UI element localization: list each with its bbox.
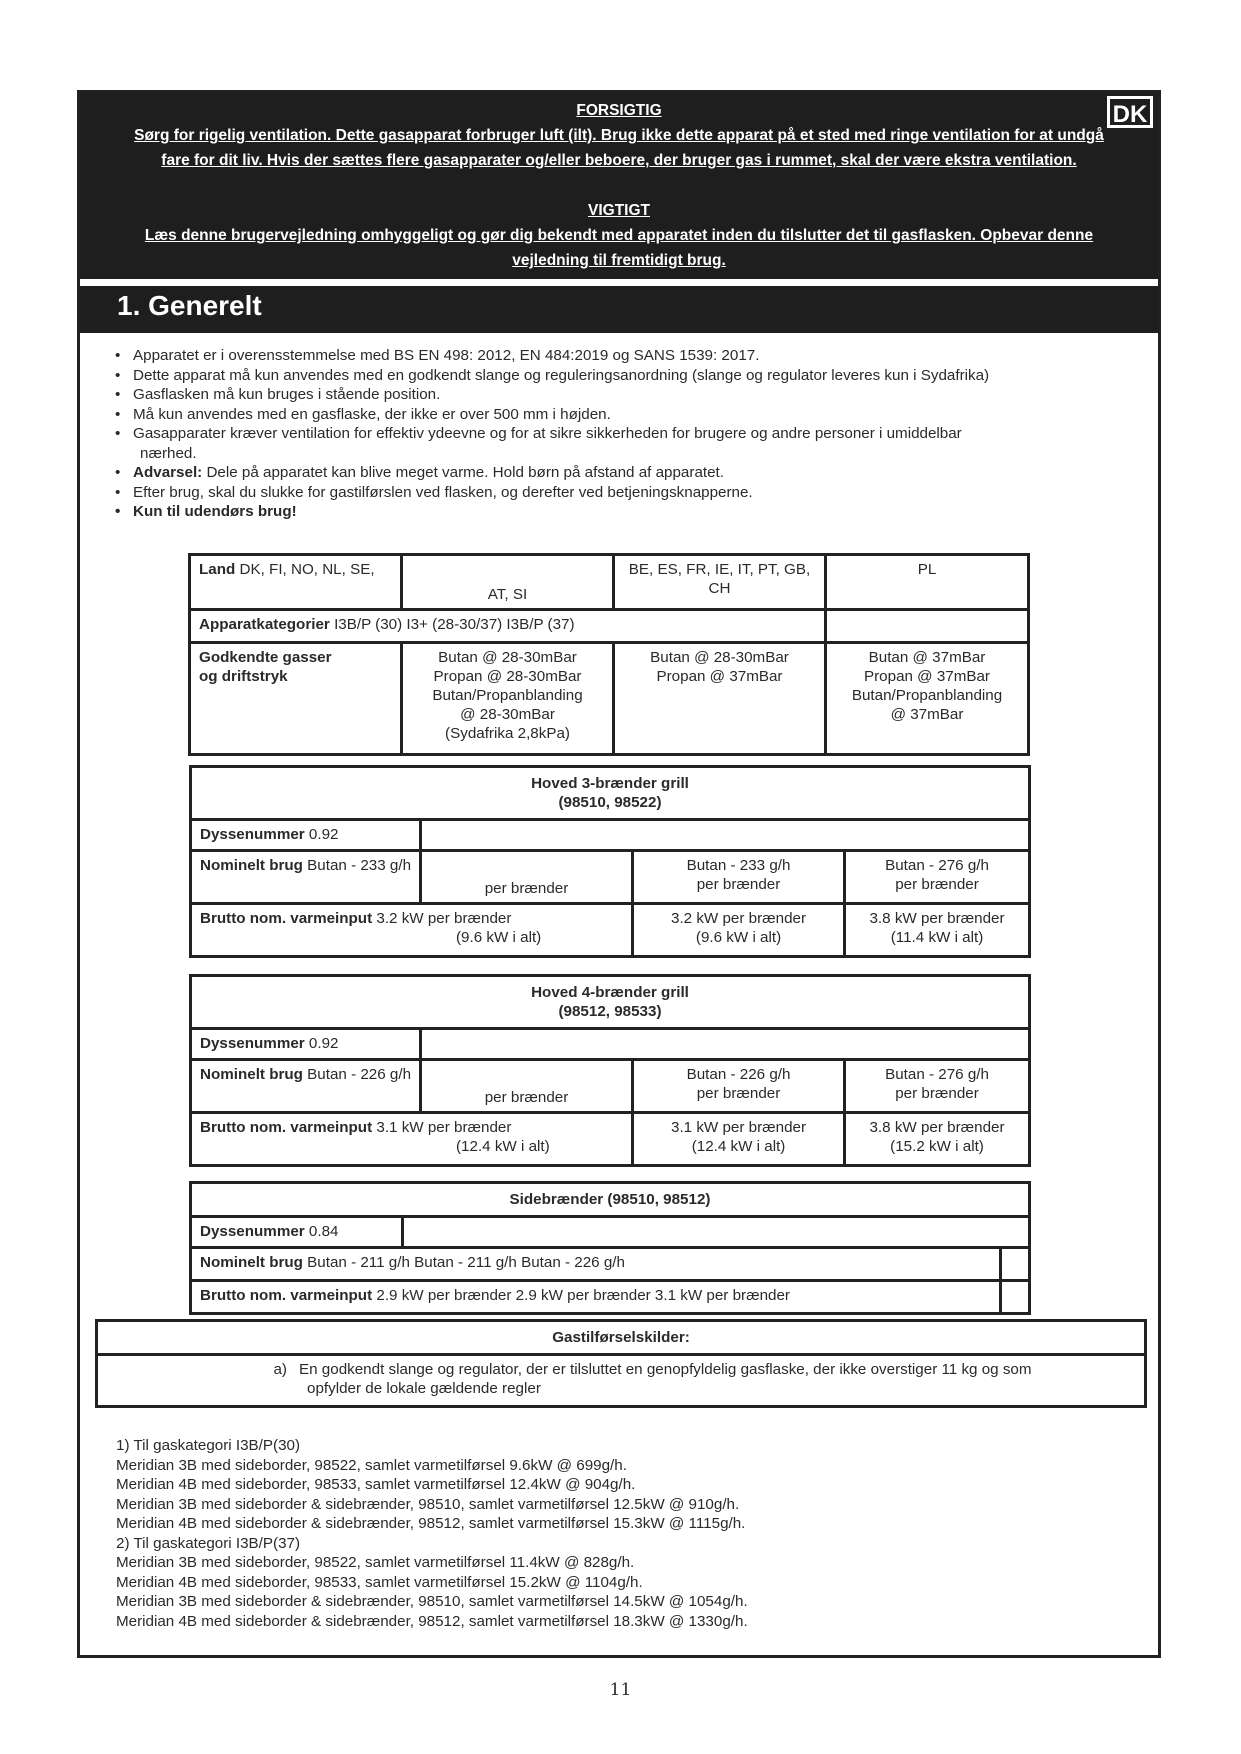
land-value: DK, FI, NO, NL, SE,	[239, 561, 375, 578]
nominal-label: Nominelt brug	[200, 1066, 303, 1083]
gas-line: Butan/Propanblanding	[851, 687, 1003, 704]
nominal-col-3	[845, 1060, 1030, 1113]
heat-col-2	[633, 904, 845, 957]
side-burner-title: Sidebrænder (98510, 98512)	[509, 1191, 711, 1208]
heat-cell	[191, 1281, 1001, 1314]
heat-label: Brutto nom. varmeinput	[200, 1119, 373, 1136]
heat-total: (12.4 kW i alt)	[456, 1138, 550, 1155]
gas-line: Butan @ 28-30mBar	[438, 649, 577, 666]
nozzle-empty-cell	[403, 1217, 1030, 1248]
gas-category-notes	[116, 1436, 748, 1631]
heat-line: (12.4 kW i alt)	[691, 1138, 786, 1155]
nozzle-empty-cell	[421, 1029, 1030, 1060]
section-title-bar	[80, 286, 1158, 333]
nominal-col-2	[633, 1060, 845, 1113]
note-line: Meridian 4B med sideborder, 98533, samlet varmetilførsel 15.2kW @ 1104g/h.	[116, 1573, 643, 1591]
note-line: Meridian 4B med sideborder, 98533, samlet varmetilførsel 12.4kW @ 904g/h.	[116, 1476, 636, 1493]
nominal-line: Butan - 276 g/h	[885, 857, 989, 874]
side-burner-title-cell	[191, 1183, 1030, 1217]
category-label: Apparatkategorier	[199, 616, 330, 633]
category-cell	[190, 610, 826, 643]
country-col-2: BE, ES, FR, IE, IT, PT, GB, CH	[614, 555, 826, 610]
bullet-item: • Apparatet er i overensstemmelse med BS EN 498: 2012, EN 484:2019 og SANS 1539: 2017.	[115, 346, 1105, 366]
general-bullet-list	[115, 346, 1105, 522]
nominal-line: per brænder	[895, 1085, 979, 1102]
bullet-item: • Gasapparater kræver ventilation for effektiv ydeevne og for at sikre sikkerheden for brugere og andre personer i umiddelbar	[115, 424, 1105, 444]
nominal-col-1: per brænder	[421, 851, 633, 904]
bullet-item-outdoor: • Kun til udendørs brug!	[115, 502, 1105, 522]
note-line: 1) Til gaskategori I3B/P(30)	[116, 1437, 301, 1454]
nozzle-cell	[191, 1217, 403, 1248]
nominal-value: Butan - 226 g/h	[307, 1066, 412, 1083]
note-line: Meridian 3B med sideborder, 98522, samlet varmetilførsel 9.6kW @ 699g/h.	[116, 1456, 627, 1474]
country-col-1: AT, SI	[402, 555, 614, 610]
heat-line: 3.8 kW per brænder	[869, 910, 1005, 927]
grill-3-title: Hoved 3-brænder grill	[531, 775, 689, 792]
nozzle-value: 0.92	[308, 826, 339, 843]
nominal-col-2	[633, 851, 845, 904]
country-col-3: PL	[826, 555, 1029, 610]
nominal-value: Butan - 211 g/h Butan - 211 g/h Butan - 226 g/h	[307, 1254, 625, 1271]
important-line-1: Læs denne brugervejledning omhyggeligt og gør dig bekendt med apparatet inden du tilslutter det til gasflasken. Opbevar denne	[144, 227, 1094, 244]
note-line: Meridian 4B med sideborder & sidebrænder, 98512, samlet varmetilførsel 18.3kW @ 1330g/h.	[116, 1612, 748, 1630]
heat-line: 3.8 kW per brænder	[869, 1119, 1005, 1136]
gas-line: @ 28-30mBar	[460, 706, 555, 723]
heat-col-2	[633, 1113, 845, 1166]
gas-col-2	[614, 643, 826, 755]
nominal-col-3	[845, 851, 1030, 904]
nozzle-empty-cell	[421, 820, 1030, 851]
nozzle-label: Dyssenummer	[200, 1035, 305, 1052]
note-line: Meridian 3B med sideborder, 98522, samlet varmetilførsel 11.4kW @ 828g/h.	[116, 1554, 635, 1571]
nominal-empty-cell	[1001, 1248, 1030, 1281]
heat-line: (9.6 kW i alt)	[695, 929, 782, 946]
warning-banner	[80, 93, 1158, 279]
gas-supply-line: opfylder de lokale gældende regler	[307, 1380, 541, 1397]
nominal-label: Nominelt brug	[200, 1254, 303, 1271]
gas-label-line-1: Godkendte gasser	[199, 649, 332, 666]
nominal-line: per brænder	[696, 876, 781, 893]
bullet-item: • Dette apparat må kun anvendes med en godkendt slange og reguleringsanordning (slange og regulator leveres kun i Sydafrika)	[115, 366, 1105, 386]
important-heading: VIGTIGT	[588, 202, 650, 219]
grill-4-burner-table	[189, 974, 1031, 1167]
important-line-2: vejledning til fremtidigt brug.	[512, 252, 726, 269]
nozzle-value: 0.92	[308, 1035, 339, 1052]
grill-4-title-cell	[191, 976, 1030, 1029]
nominal-line: Butan - 276 g/h	[885, 1066, 989, 1083]
nozzle-label: Dyssenummer	[200, 826, 305, 843]
gas-supply-item-label: a)	[97, 1355, 292, 1407]
gas-line: Propan @ 28-30mBar	[433, 668, 582, 685]
nominal-cell	[191, 1248, 1001, 1281]
grill-3-models: (98510, 98522)	[558, 794, 662, 811]
note-line: Meridian 3B med sideborder & sidebrænder, 98510, samlet varmetilførsel 14.5kW @ 1054g/h.	[116, 1593, 748, 1610]
gas-line: Propan @ 37mBar	[863, 668, 990, 685]
land-label: Land	[199, 561, 236, 578]
nozzle-label: Dyssenummer	[200, 1223, 305, 1240]
nozzle-value: 0.84	[308, 1223, 339, 1240]
heat-line: 3.1 kW per brænder	[671, 1119, 807, 1136]
nominal-line: Butan - 233 g/h	[686, 857, 791, 874]
heat-col-3	[845, 904, 1030, 957]
heat-empty-cell	[1001, 1281, 1030, 1314]
heat-cell	[191, 1113, 633, 1166]
heat-line: (15.2 kW i alt)	[890, 1138, 984, 1155]
category-value: I3B/P (30) I3+ (28-30/37) I3B/P (37)	[334, 616, 575, 633]
gas-supply-item-text	[291, 1355, 1146, 1407]
gas-line: Butan/Propanblanding	[432, 687, 583, 704]
land-cell	[190, 555, 402, 610]
gas-line: (Sydafrika 2,8kPa)	[445, 725, 570, 742]
category-empty-cell	[826, 610, 1029, 643]
gas-supply-title: Gastilførselskilder:	[552, 1329, 690, 1346]
gas-line: Butan @ 28-30mBar	[650, 649, 789, 666]
note-line: Meridian 4B med sideborder & sidebrænder, 98512, samlet varmetilførsel 15.3kW @ 1115g/h.	[116, 1515, 746, 1532]
gas-label-line-2: og driftstryk	[199, 668, 288, 685]
gas-line: Propan @ 37mBar	[656, 668, 783, 685]
nominal-line: Butan - 226 g/h	[686, 1066, 791, 1083]
heat-total: (9.6 kW i alt)	[456, 929, 542, 946]
heat-label: Brutto nom. varmeinput	[200, 1287, 373, 1304]
page-number: 11	[609, 1680, 632, 1700]
gas-line: Butan @ 37mBar	[868, 649, 986, 666]
gas-supply-title-cell	[97, 1321, 1146, 1355]
nozzle-cell	[191, 820, 421, 851]
nominal-label-cell	[191, 851, 421, 904]
heat-value: 2.9 kW per brænder 2.9 kW per brænder 3.1 kW per brænder	[376, 1287, 790, 1304]
heat-line: 3.2 kW per brænder	[671, 910, 807, 927]
bullet-item: • Gasflasken må kun bruges i stående position.	[115, 385, 1105, 405]
nominal-label-cell	[191, 1060, 421, 1113]
note-line: Meridian 3B med sideborder & sidebrænder, 98510, samlet varmetilførsel 12.5kW @ 910g/h.	[116, 1495, 740, 1513]
grill-3-title-cell	[191, 767, 1030, 820]
grill-4-models: (98512, 98533)	[558, 1003, 662, 1020]
gas-label-cell	[190, 643, 402, 755]
nominal-value: Butan - 233 g/h	[307, 857, 412, 874]
gas-supply-table	[95, 1319, 1147, 1408]
gas-col-3	[826, 643, 1029, 755]
gas-supply-line: En godkendt slange og regulator, der er tilsluttet en genopfyldelig gasflaske, der ikke overstiger 11 kg og som	[299, 1361, 1032, 1378]
grill-3-burner-table	[189, 765, 1031, 958]
caution-line-1: Sørg for rigelig ventilation. Dette gasapparat forbruger luft (ilt). Brug ikke dette apparat på et sted med ringe ventilation for at undgå	[134, 127, 1104, 144]
nominal-line: per brænder	[895, 876, 979, 893]
warning-label: Advarsel:	[133, 464, 203, 481]
nominal-label: Nominelt brug	[200, 857, 303, 874]
nominal-col-1: per brænder	[421, 1060, 633, 1113]
nominal-line: per brænder	[696, 1085, 781, 1102]
gas-col-1	[402, 643, 614, 755]
warning-text: Dele på apparatet kan blive meget varme. Hold børn på afstand af apparatet.	[206, 464, 724, 481]
bullet-item-warning	[115, 463, 1105, 483]
gas-line: @ 37mBar	[890, 706, 964, 723]
note-line: 2) Til gaskategori I3B/P(37)	[116, 1534, 301, 1552]
heat-value: 3.2 kW per brænder	[376, 910, 512, 927]
bullet-item: • Må kun anvendes med en gasflaske, der ikke er over 500 mm i højden.	[115, 405, 1105, 425]
caution-line-2: fare for dit liv. Hvis der sættes flere gasapparater og/eller beboere, der bruger gas i rummet, skal der være ekstra ventilation.	[161, 152, 1077, 169]
grill-4-title: Hoved 4-brænder grill	[531, 984, 689, 1001]
country-badge: DK	[1107, 96, 1153, 128]
heat-cell	[191, 904, 633, 957]
nozzle-cell	[191, 1029, 421, 1060]
heat-label: Brutto nom. varmeinput	[200, 910, 373, 927]
heat-line: (11.4 kW i alt)	[890, 929, 984, 946]
bullet-continuation: nærhed.	[140, 444, 197, 462]
heat-col-3	[845, 1113, 1030, 1166]
side-burner-table	[189, 1181, 1031, 1315]
section-title: 1. Generelt	[117, 290, 262, 321]
bullet-item: • Efter brug, skal du slukke for gastilførslen ved flasken, og derefter ved betjeningsknapperne.	[115, 483, 1105, 503]
caution-heading: FORSIGTIG	[576, 102, 662, 119]
country-gas-table	[188, 553, 1030, 756]
heat-value: 3.1 kW per brænder	[376, 1119, 512, 1136]
